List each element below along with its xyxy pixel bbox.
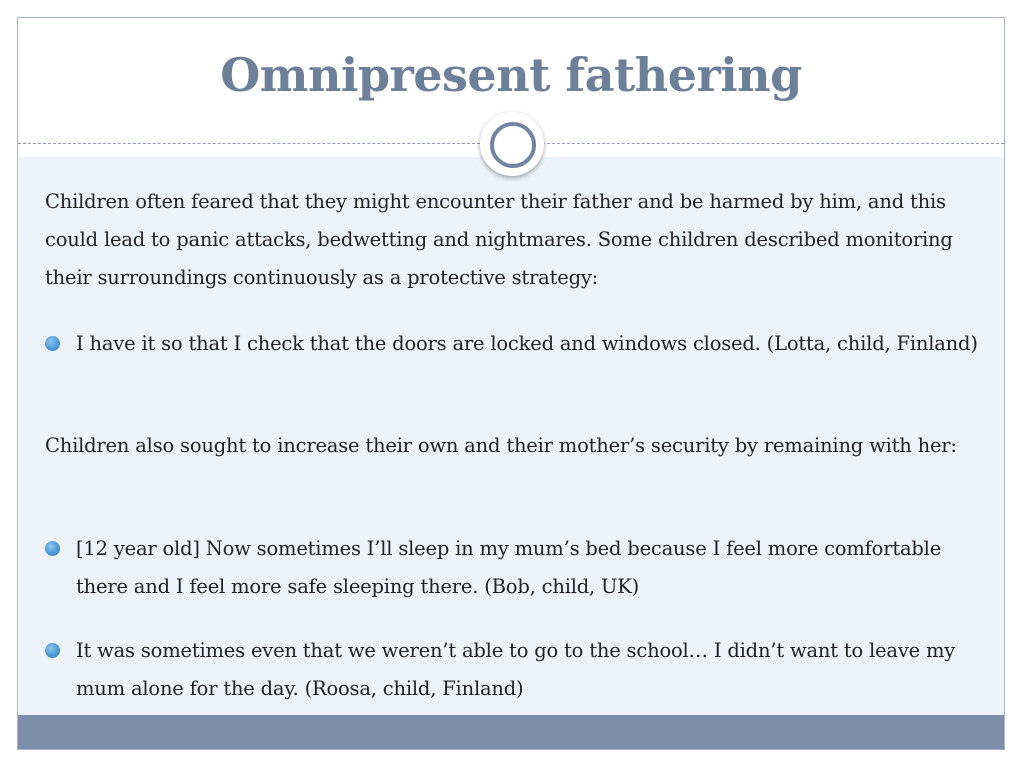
bullet-icon <box>45 643 60 658</box>
circle-ornament-icon <box>480 112 544 176</box>
ring-icon <box>490 122 536 168</box>
bullet-text-2: [12 year old] Now sometimes I’ll sleep in my mum’s bed because I feel more comfortable there and I feel more safe sleeping there. (Bob, child, UK) <box>76 537 942 598</box>
slide-title: Omnipresent fathering <box>220 48 802 102</box>
paragraph-1: Children often feared that they might encounter their father and be harmed by him, and this could lead to panic attacks, bedwetting and nightmares. Some children described monitoring their surroundings continuously as a protective strategy: <box>45 190 953 289</box>
bullet-icon <box>45 336 60 351</box>
footer-bar <box>18 715 1004 750</box>
paragraph-2: Children also sought to increase their own and their mother’s security by remaining with her: <box>45 434 957 457</box>
slide <box>17 17 1005 750</box>
bullet-text-1: I have it so that I check that the doors are locked and windows closed. (Lotta, child, Finland) <box>76 332 978 355</box>
bullet-text-3: It was sometimes even that we weren’t able to go to the school… I didn’t want to leave my mum alone for the day. (Roosa, child, Finland) <box>76 639 956 700</box>
bullet-icon <box>45 541 60 556</box>
content-area <box>18 157 1004 715</box>
